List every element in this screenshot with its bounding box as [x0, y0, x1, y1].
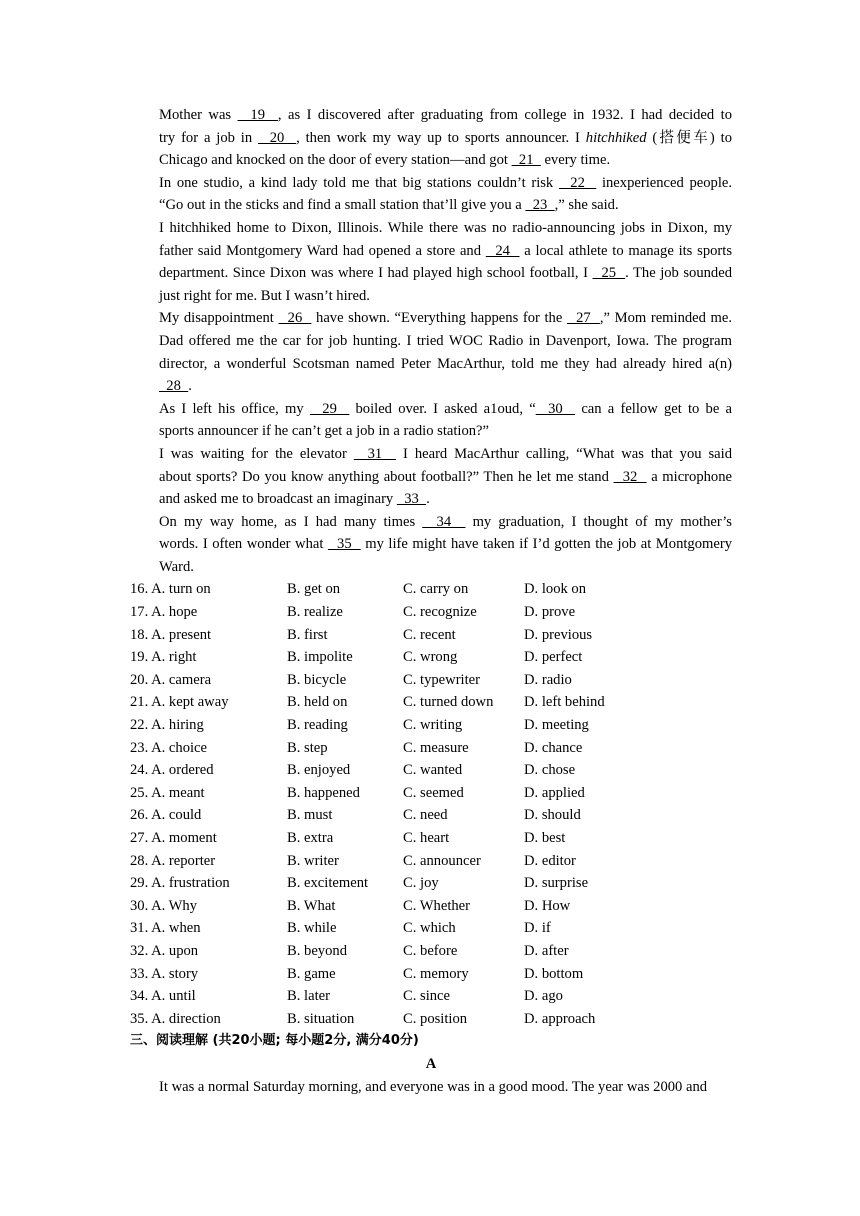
text-line — [130, 127, 732, 150]
option-row — [130, 691, 732, 714]
text-run: department. Since Dixon was where I had played high school football, I — [159, 265, 593, 282]
option-a: 23. A. choice — [130, 739, 208, 756]
option-b: B. reading — [287, 717, 348, 734]
paragraph — [130, 217, 732, 307]
text-run: about sports? Do you know anything about football?” Then he let me stand — [159, 468, 614, 485]
option-a: 22. A. hiring — [130, 717, 204, 734]
option-c: C. typewriter — [403, 671, 481, 688]
option-d: D. radio — [524, 671, 572, 688]
text-line — [130, 556, 732, 579]
option-row — [130, 804, 732, 827]
text-run: I was waiting for the elevator — [159, 445, 354, 462]
option-d: D. editor — [524, 852, 576, 869]
option-d: D. surprise — [524, 875, 589, 892]
option-row — [130, 646, 732, 669]
option-c: C. turned down — [403, 694, 494, 711]
text-run: a microphone — [646, 468, 732, 485]
option-row — [130, 940, 732, 963]
section-title: 三、阅读理解 (共20小题; 每小题2分, 满分40分) — [130, 1033, 419, 1049]
option-d: D. prove — [524, 604, 576, 621]
text-run: My disappointment — [159, 310, 279, 327]
option-a: 29. A. frustration — [130, 875, 230, 892]
blank-27: 27 — [566, 310, 600, 327]
text-line — [130, 443, 732, 466]
blank-31: 31 — [353, 445, 397, 462]
option-d: D. meeting — [524, 717, 589, 734]
option-a: 25. A. meant — [130, 784, 205, 801]
option-d: D. after — [524, 942, 569, 959]
option-row — [130, 624, 732, 647]
text-run: Mother was — [159, 107, 238, 123]
option-c: C. need — [403, 807, 448, 824]
option-c: C. recognize — [403, 604, 477, 621]
option-c: C. which — [403, 920, 456, 937]
text-run: director, a wonderful Scotsman named Peter MacArthur, told me they had already hired a(n) — [159, 355, 732, 372]
text-line — [130, 533, 732, 556]
text-run: a local athlete to manage its sports — [519, 242, 733, 259]
option-b: B. extra — [287, 830, 334, 846]
option-b: B. held on — [287, 694, 348, 711]
text-run: In one studio, a kind lady told me that big stations couldn’t risk — [159, 174, 559, 191]
option-b: B. later — [287, 988, 330, 1005]
text-run: just right for me. But I wasn’t hired. — [159, 287, 370, 304]
option-d: D. best — [524, 830, 566, 846]
blank-32: 32 — [613, 468, 647, 485]
option-b: B. happened — [287, 784, 360, 801]
option-c: C. wanted — [403, 762, 463, 779]
text-run: . The job sounded — [625, 265, 733, 282]
text-run: my life might have taken if I’d gotten the job at Montgomery — [360, 536, 733, 553]
option-d: D. bottom — [524, 965, 584, 982]
text-run: words. I often wonder what — [159, 536, 328, 553]
text-run: (搭便车) to — [646, 129, 733, 146]
text-run: . — [188, 378, 192, 395]
option-row — [130, 714, 732, 737]
option-d: D. perfect — [524, 649, 583, 666]
exam-page — [130, 104, 732, 1098]
text-run: I heard MacArthur calling, “What was that you said — [396, 445, 733, 462]
option-row — [130, 782, 732, 805]
option-d: D. should — [524, 807, 581, 824]
option-a: 18. A. present — [130, 626, 212, 643]
blank-34: 34 — [422, 513, 466, 530]
option-d: D. chose — [524, 762, 576, 779]
text-line — [130, 398, 732, 421]
option-a: 20. A. camera — [130, 671, 212, 688]
blank-29: 29 — [309, 400, 350, 417]
text-line — [130, 104, 732, 127]
text-line — [130, 262, 732, 285]
text-run: ,” Mom reminded me. — [599, 310, 733, 327]
option-a: 21. A. kept away — [130, 694, 229, 711]
text-run: Ward. — [159, 558, 194, 575]
option-row — [130, 985, 732, 1008]
paragraph — [130, 172, 732, 217]
option-c: C. measure — [403, 739, 469, 756]
option-row — [130, 827, 732, 850]
option-b: B. realize — [287, 604, 343, 621]
option-a: 16. A. turn on — [130, 581, 211, 598]
text-run: boiled over. I asked a1oud, “ — [349, 400, 536, 417]
option-row — [130, 872, 732, 895]
blank-24: 24 — [485, 242, 520, 259]
option-a: 31. A. when — [130, 920, 201, 937]
option-b: B. must — [287, 807, 333, 824]
blank-28: 28 — [159, 378, 189, 395]
blank-30: 30 — [535, 400, 576, 417]
text-run: I hitchhiked home to Dixon, Illinois. While there was no radio-announcing jobs in Dixon, my — [159, 219, 732, 236]
paragraph — [130, 307, 732, 397]
option-a: 33. A. story — [130, 965, 199, 982]
option-b: B. What — [287, 897, 336, 914]
option-d: D. if — [524, 920, 551, 937]
option-c: C. since — [403, 988, 451, 1005]
option-a: 28. A. reporter — [130, 852, 216, 869]
option-a: 17. A. hope — [130, 604, 198, 621]
blank-19: 19 — [237, 107, 278, 123]
blank-22: 22 — [558, 174, 597, 191]
option-d: D. look on — [524, 581, 587, 598]
option-row — [130, 737, 732, 760]
option-b: B. situation — [287, 1010, 355, 1027]
option-row — [130, 963, 732, 986]
option-row — [130, 601, 732, 624]
option-d: D. left behind — [524, 694, 605, 711]
cloze-passage — [130, 104, 732, 578]
text-line — [130, 488, 732, 511]
text-line — [130, 240, 732, 263]
option-a: 34. A. until — [130, 988, 196, 1005]
option-row — [130, 578, 732, 601]
paragraph — [130, 104, 732, 172]
option-c: C. announcer — [403, 852, 481, 869]
blank-26: 26 — [278, 310, 312, 327]
option-a: 19. A. right — [130, 649, 197, 666]
option-b: B. excitement — [287, 875, 369, 892]
option-row — [130, 895, 732, 918]
text-line — [130, 172, 732, 195]
option-b: B. beyond — [287, 942, 347, 959]
option-b: B. impolite — [287, 649, 353, 666]
blank-35: 35 — [327, 536, 361, 553]
text-run: sports announcer if he can’t get a job in a radio station?” — [159, 423, 490, 440]
option-c: C. carry on — [403, 581, 469, 598]
option-row — [130, 669, 732, 692]
option-row — [130, 917, 732, 940]
option-d: D. applied — [524, 784, 585, 801]
blank-25: 25 — [592, 265, 626, 282]
text-run: my graduation, I thought of my mother’s — [465, 513, 732, 530]
paragraph — [130, 511, 732, 579]
text-run: and asked me to broadcast an imaginary — [159, 491, 397, 508]
text-run: On my way home, as I had many times — [159, 513, 423, 530]
text-line — [130, 194, 732, 217]
option-row — [130, 759, 732, 782]
text-line — [130, 330, 732, 353]
text-run: inexperienced people. — [596, 174, 733, 191]
option-a: 35. A. direction — [130, 1010, 221, 1027]
option-a: 26. A. could — [130, 807, 202, 824]
option-c: C. recent — [403, 626, 456, 643]
text-run: Chicago and knocked on the door of every station—and got — [159, 152, 512, 169]
text-run: “Go out in the sticks and find a small station that’ll give you a — [159, 197, 526, 214]
blank-33: 33 — [396, 491, 427, 508]
option-b: B. bicycle — [287, 671, 347, 688]
text-run: As I left his office, my — [159, 400, 310, 417]
answer-options — [130, 578, 732, 1030]
option-b: B. writer — [287, 852, 339, 869]
option-a: 24. A. ordered — [130, 762, 214, 779]
option-row — [130, 850, 732, 873]
text-run: . — [426, 491, 430, 508]
option-b: B. while — [287, 920, 337, 937]
text-line — [130, 375, 732, 398]
option-a: 27. A. moment — [130, 830, 217, 846]
option-d: D. previous — [524, 626, 593, 643]
option-c: C. memory — [403, 965, 469, 982]
blank-20: 20 — [258, 129, 297, 146]
text-line — [130, 353, 732, 376]
text-run: ,” she said. — [554, 197, 619, 214]
option-c: C. wrong — [403, 649, 458, 666]
option-a: 32. A. upon — [130, 942, 199, 959]
text-line — [130, 307, 732, 330]
option-b: B. enjoyed — [287, 762, 351, 779]
option-b: B. first — [287, 626, 328, 643]
blank-21: 21 — [511, 152, 541, 169]
text-line — [130, 420, 732, 443]
text-line — [130, 466, 732, 489]
option-c: C. joy — [403, 875, 439, 892]
option-c: C. seemed — [403, 784, 464, 801]
text-run: try for a job in — [159, 129, 259, 146]
option-b: B. game — [287, 965, 336, 982]
italic-term: hitchhiked — [585, 129, 647, 146]
paragraph — [130, 398, 732, 443]
text-run: father said Montgomery Ward had opened a store and — [159, 242, 486, 259]
text-line — [130, 217, 732, 240]
text-run: can a fellow get to be a — [575, 400, 733, 417]
option-d: D. chance — [524, 739, 583, 756]
option-c: C. position — [403, 1010, 468, 1027]
paragraph — [130, 443, 732, 511]
option-c: C. writing — [403, 717, 463, 734]
text-line — [130, 285, 732, 308]
reading-passage-first-line: It was a normal Saturday morning, and everyone was in a good mood. The year was 2000 and — [159, 1078, 708, 1095]
text-run: , then work my way up to sports announcer. I — [296, 129, 586, 146]
option-c: C. heart — [403, 830, 450, 846]
blank-23: 23 — [525, 197, 555, 214]
option-d: D. How — [524, 897, 571, 914]
text-run: Dad offered me the car for job hunting. I tried WOC Radio in Davenport, Iowa. The program — [159, 332, 732, 349]
option-d: D. approach — [524, 1010, 596, 1027]
option-c: C. Whether — [403, 897, 471, 914]
text-run: every time. — [540, 152, 611, 169]
option-d: D. ago — [524, 988, 563, 1005]
text-run: have shown. “Everything happens for the — [311, 310, 567, 327]
text-run: , as I discovered after graduating from college in 1932. I had decided to — [277, 107, 732, 123]
text-line — [130, 149, 732, 172]
option-c: C. before — [403, 942, 458, 959]
text-line — [130, 511, 732, 534]
option-b: B. step — [287, 739, 328, 756]
option-a: 30. A. Why — [130, 897, 198, 914]
option-b: B. get on — [287, 581, 341, 598]
passage-label: A — [425, 1055, 437, 1072]
option-row — [130, 1008, 732, 1031]
